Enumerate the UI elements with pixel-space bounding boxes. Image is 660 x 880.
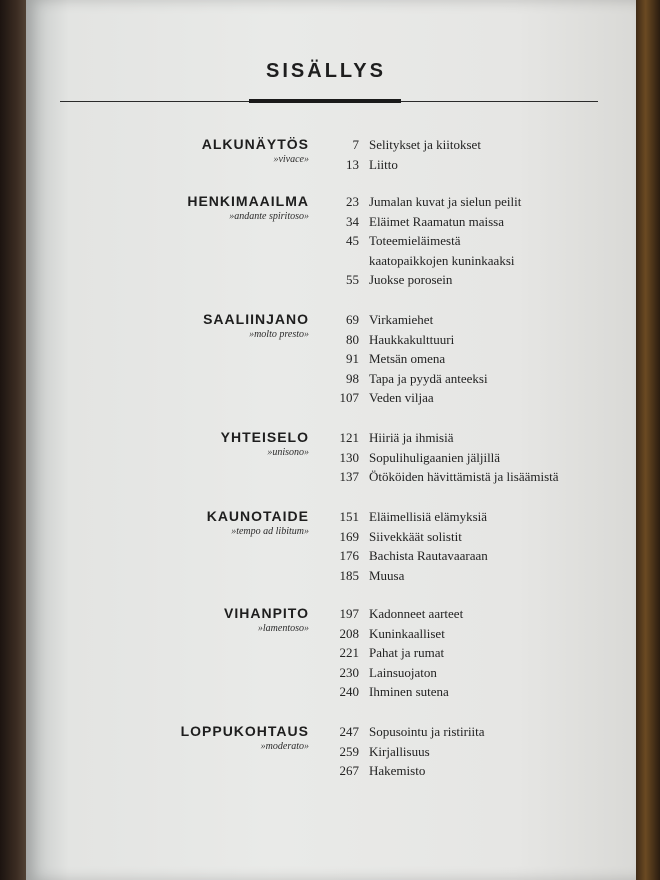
entry-page-number: 121 [339, 430, 359, 445]
entry-page-number: 55 [346, 272, 359, 288]
section-tempo: »lamentoso» [257, 623, 309, 634]
section-heading: SAALIINJANO [203, 311, 309, 327]
entry-page-number: 230 [339, 664, 359, 680]
entry-page-number: 197 [339, 606, 359, 621]
entry-page-number: 259 [339, 743, 359, 759]
entry-page-number: 208 [339, 625, 359, 641]
entry-title: Tapa ja pyydä anteeksi [369, 370, 488, 386]
page-title: SISÄLLYS [266, 60, 386, 82]
entry-title: Bachista Rautavaaraan [369, 548, 488, 564]
entry-title: Kadonneet aarteet [369, 606, 464, 621]
entry-title: Jumalan kuvat ja sielun peilit [369, 194, 522, 209]
section-heading: HENKIMAAILMA [187, 193, 309, 209]
section-tempo: »vivace» [273, 154, 309, 165]
entry-title: kaatopaikkojen kuninkaaksi [369, 252, 515, 268]
entry-title: Veden viljaa [369, 390, 434, 406]
entry-page-number: 151 [339, 509, 359, 524]
entry-title: Ötököiden hävittämistä ja lisäämistä [369, 469, 559, 485]
section-heading: VIHANPITO [224, 605, 309, 621]
section-tempo: »andante spiritoso» [229, 211, 309, 222]
entry-title: Ihminen sutena [369, 684, 449, 700]
entry-title: Juokse porosein [369, 272, 453, 288]
entry-page-number: 221 [339, 645, 359, 661]
entry-title: Lainsuojaton [369, 664, 437, 680]
entry-title: Haukkakulttuuri [369, 331, 455, 347]
entry-title: Eläimellisiä elämyksiä [369, 509, 488, 524]
section-tempo: »molto presto» [249, 329, 309, 340]
entry-title: Kuninkaalliset [369, 625, 445, 641]
entry-page-number: 130 [339, 449, 359, 465]
entry-title: Metsän omena [369, 351, 446, 367]
entry-title: Sopusointu ja ristiriita [369, 724, 485, 739]
entry-page-number: 107 [339, 390, 359, 406]
entry-page-number: 7 [352, 137, 359, 152]
entry-title: Siivekkäät solistit [369, 528, 462, 544]
book-page [26, 0, 638, 880]
entry-page-number: 98 [346, 370, 359, 386]
entry-page-number: 91 [346, 351, 359, 367]
entry-page-number: 13 [346, 156, 359, 172]
entry-page-number: 176 [339, 548, 359, 564]
entry-page-number: 69 [346, 312, 359, 327]
section-heading: LOPPUKOHTAUS [180, 723, 309, 739]
section-heading: ALKUNÄYTÖS [201, 136, 309, 152]
entry-page-number: 169 [339, 528, 359, 544]
section-tempo: »tempo ad libitum» [231, 526, 309, 537]
entry-title: Hakemisto [369, 763, 426, 779]
entry-page-number: 137 [339, 469, 359, 485]
entry-title: Toteemieläimestä [369, 233, 461, 249]
entry-title: Muusa [369, 567, 405, 583]
entry-page-number: 240 [339, 684, 359, 700]
section-tempo: »moderato» [260, 741, 309, 752]
entry-page-number: 23 [346, 194, 359, 209]
entry-page-number: 80 [346, 331, 359, 347]
entry-page-number: 267 [339, 763, 359, 779]
entry-page-number: 45 [346, 233, 359, 249]
entry-page-number: 247 [339, 724, 359, 739]
section-heading: KAUNOTAIDE [206, 508, 309, 524]
entry-page-number: 185 [339, 567, 359, 583]
entry-title: Virkamiehet [369, 312, 434, 327]
entry-title: Sopulihuligaanien jäljillä [369, 449, 501, 465]
entry-title: Hiiriä ja ihmisiä [369, 430, 454, 445]
book-cover-edge [636, 0, 660, 880]
entry-title: Pahat ja rumat [369, 645, 445, 661]
entry-page-number: 34 [346, 213, 359, 229]
entry-title: Eläimet Raamatun maissa [369, 213, 505, 229]
entry-title: Kirjallisuus [369, 743, 430, 759]
entry-title: Selitykset ja kiitokset [369, 137, 481, 152]
title-rule-accent [249, 99, 401, 103]
entry-title: Liitto [369, 156, 398, 172]
section-heading: YHTEISELO [220, 429, 309, 445]
section-tempo: »unisono» [267, 447, 309, 458]
